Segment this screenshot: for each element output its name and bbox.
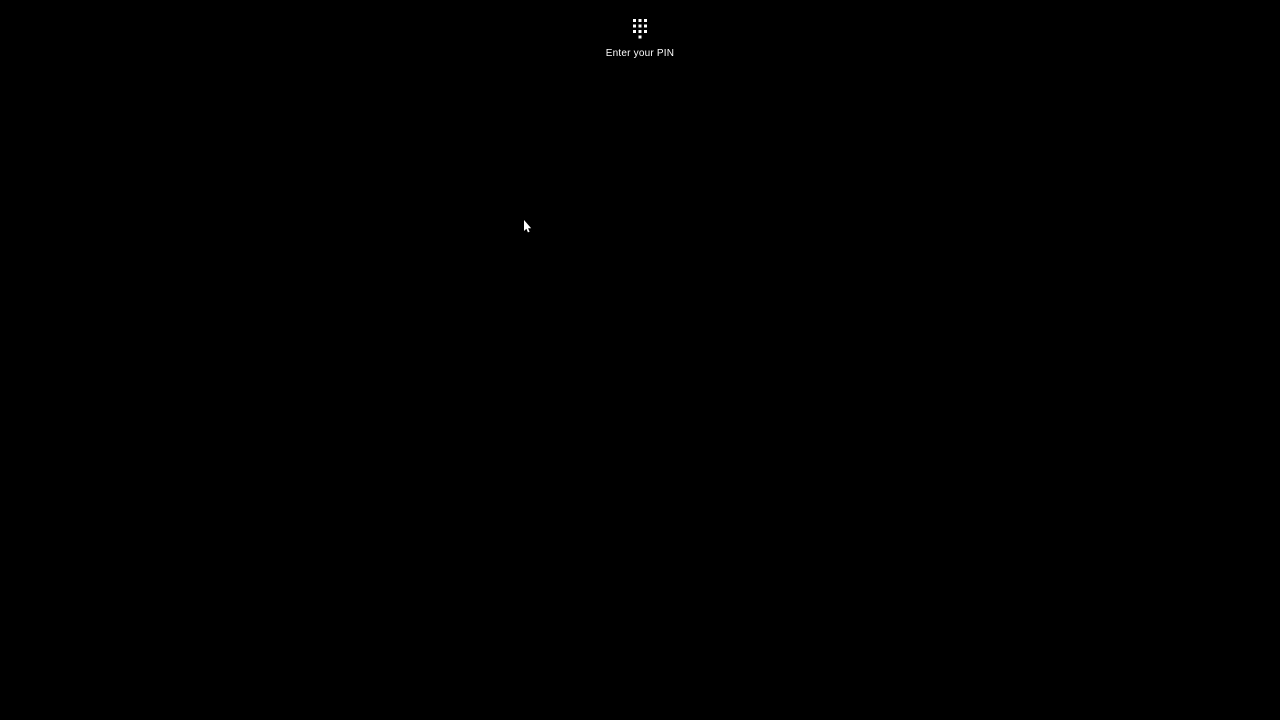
pin-prompt[interactable] [0,19,1280,60]
pin-prompt-label: Enter your PIN [605,48,675,59]
mouse-cursor-icon [523,220,532,234]
pin-keypad-icon [633,19,647,39]
